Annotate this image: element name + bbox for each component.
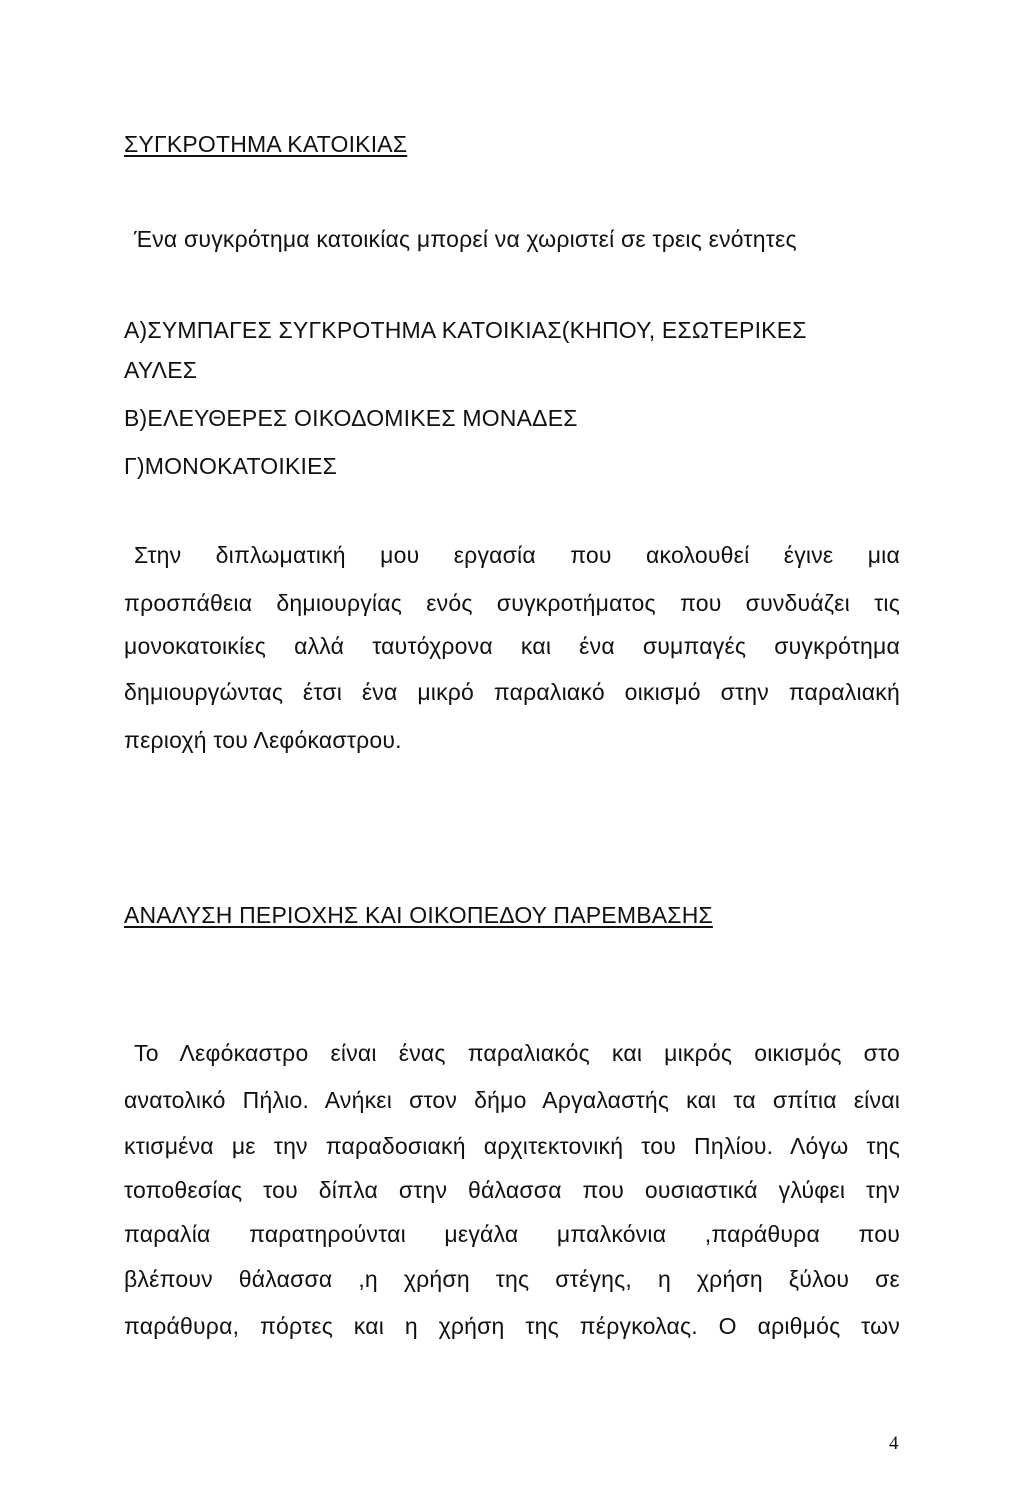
paragraph-line: βλέπουν θάλασσα ,η χρήση της στέγης, η χρήση ξύλου σε [124, 1266, 900, 1292]
category-line: Β)ΕΛΕΥΘΕΡΕΣ ΟΙΚΟΔΟΜΙΚΕΣ ΜΟΝΑΔΕΣ [124, 405, 578, 431]
paragraph-line: μονοκατοικίες αλλά ταυτόχρονα και ένα συμπαγές συγκρότημα [124, 633, 900, 659]
paragraph-line: προσπάθεια δημιουργίας ενός συγκροτήματος που συνδυάζει τις [124, 590, 900, 616]
paragraph-line: δημιουργώντας έτσι ένα μικρό παραλιακό οικισμό στην παραλιακή [124, 679, 900, 705]
category-line: ΑΥΛΕΣ [124, 357, 198, 383]
intro-line: Ένα συγκρότημα κατοικίας μπορεί να χωριστεί σε τρεις ενότητες [134, 226, 797, 252]
paragraph-line: ανατολικό Πήλιο. Ανήκει στον δήμο Αργαλαστής και τα σπίτια είναι [124, 1087, 900, 1113]
paragraph-line: Στην διπλωματική μου εργασία που ακολουθεί έγινε μια [134, 542, 900, 568]
page-number: 4 [889, 1433, 899, 1454]
section-heading-housing-complex: ΣΥΓΚΡΟΤΗΜΑ ΚΑΤΟΙΚΙΑΣ [124, 131, 408, 157]
category-line: Α)ΣΥΜΠΑΓΕΣ ΣΥΓΚΡΟΤΗΜΑ ΚΑΤΟΙΚΙΑΣ(ΚΗΠΟΥ, ΕΣΩΤΕΡΙΚΕΣ [124, 317, 807, 343]
paragraph-line: παραλία παρατηρούνται μεγάλα μπαλκόνια ,παράθυρα που [124, 1221, 900, 1247]
section-heading-area-analysis: ΑΝΑΛΥΣΗ ΠΕΡΙΟΧΗΣ ΚΑΙ ΟΙΚΟΠΕΔΟΥ ΠΑΡΕΜΒΑΣΗΣ [124, 902, 713, 928]
paragraph-line: κτισμένα με την παραδοσιακή αρχιτεκτονική του Πηλίου. Λόγω της [124, 1133, 900, 1159]
paragraph-line: παράθυρα, πόρτες και η χρήση της πέργκολας. Ο αριθμός των [124, 1313, 900, 1339]
paragraph-line: τοποθεσίας του δίπλα στην θάλασσα που ουσιαστικά γλύφει την [124, 1177, 900, 1203]
paragraph-line: περιοχή του Λεφόκαστρου. [124, 727, 402, 753]
category-line: Γ)ΜΟΝΟΚΑΤΟΙΚΙΕΣ [124, 453, 338, 479]
paragraph-line: Το Λεφόκαστρο είναι ένας παραλιακός και μικρός οικισμός στο [134, 1040, 900, 1066]
